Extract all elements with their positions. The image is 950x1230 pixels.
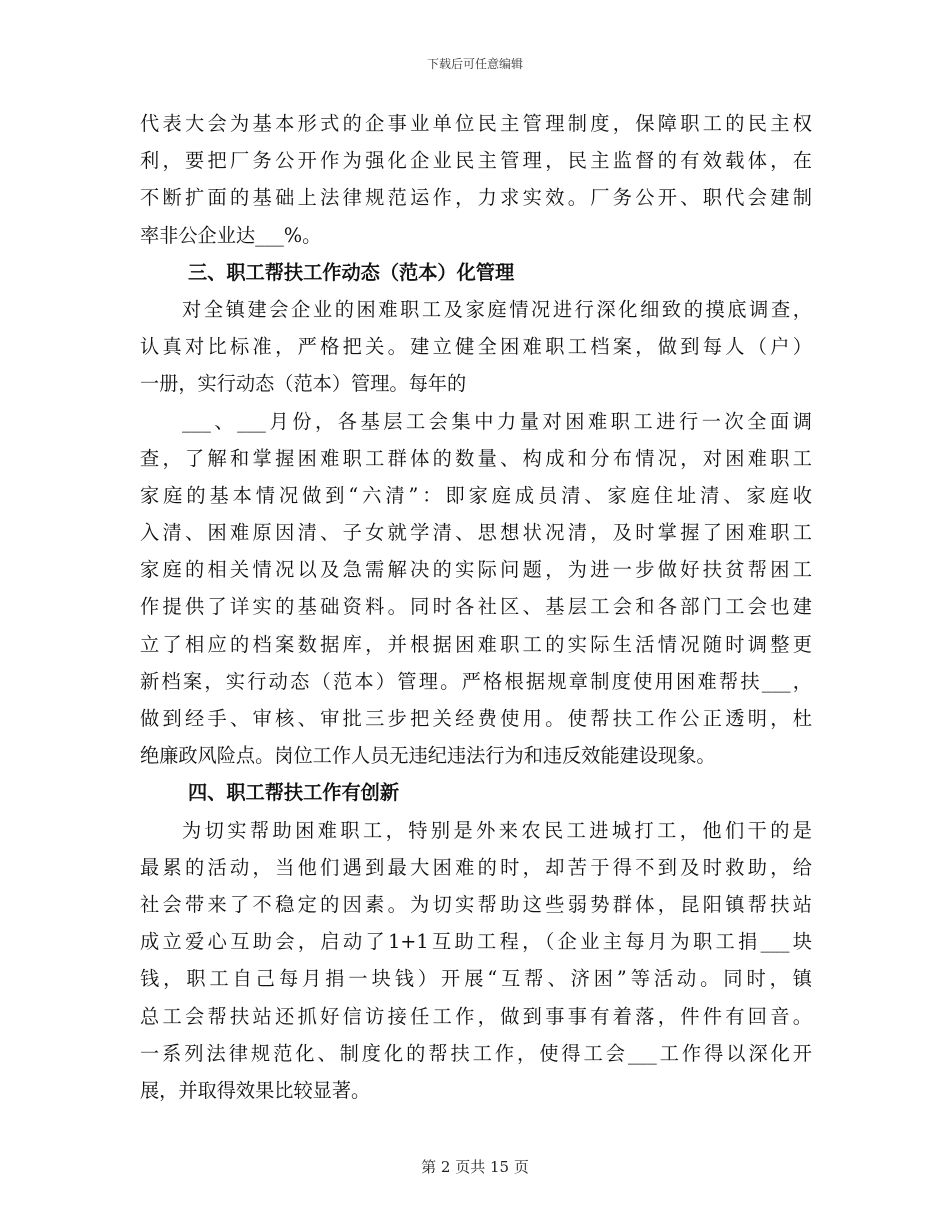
- paragraph-line: 家庭的基本情况做到“六清”：即家庭成员清、家庭住址清、家庭收: [140, 483, 812, 507]
- paragraph-line: ___、___月份，各基层工会集中力量对困难职工进行一次全面调: [182, 409, 812, 433]
- document-body: [140, 105, 812, 1109]
- paragraph-line: 代表大会为基本形式的企事业单位民主管理制度，保障职工的民主权: [140, 112, 812, 135]
- paragraph-line: 成立爱心互助会，启动了1+1互助工程，（企业主每月为职工捐___块: [140, 930, 812, 954]
- section-heading-3: 三、职工帮扶工作动态（范本）化管理: [188, 260, 515, 284]
- paragraph-line: 不断扩面的基础上法律规范运作，力求实效。厂务公开、职代会建制: [140, 186, 812, 210]
- paragraph-line: 最累的活动，当他们遇到最大困难的时，却苦于得不到及时救助，给: [140, 855, 812, 879]
- paragraph-line: 新档案，实行动态（范本）管理。严格根据规章制度使用困难帮扶___，: [140, 669, 812, 693]
- paragraph-line: 查，了解和掌握困难职工群体的数量、构成和分布情况，对困难职工: [140, 446, 812, 470]
- paragraph-line: 一系列法律规范化、制度化的帮扶工作，使得工会___工作得以深化开: [140, 1041, 812, 1065]
- paragraph-line: 一册，实行动态（范本）管理。每年的: [140, 372, 467, 396]
- paragraph-line: 社会带来了不稳定的因素。为切实帮助这些弱势群体，昆阳镇帮扶站: [140, 892, 812, 916]
- paragraph-line: 家庭的相关情况以及急需解决的实际问题，为进一步做好扶贫帮困工: [140, 558, 812, 582]
- paragraph-line: 认真对比标准，严格把关。建立健全困难职工档案，做到每人（户）: [140, 335, 812, 359]
- paragraph-line: 绝廉政风险点。岗位工作人员无违纪违法行为和违反效能建设现象。: [140, 744, 716, 768]
- paragraph-line: 总工会帮扶站还抓好信访接任工作，做到事事有着落，件件有回音。: [140, 1004, 812, 1028]
- page-footer: 第 2 页共 15 页: [421, 1158, 529, 1176]
- paragraph-line: 展，并取得效果比较显著。: [140, 1078, 371, 1102]
- section-heading-4: 四、职工帮扶工作有创新: [188, 781, 400, 805]
- paragraph-line: 率非公企业达___%。: [140, 223, 322, 247]
- paragraph-line: 做到经手、审核、审批三步把关经费使用。使帮扶工作公正透明，杜: [140, 707, 812, 730]
- paragraph-line: 对全镇建会企业的困难职工及家庭情况进行深化细致的摸底调查，: [182, 297, 812, 321]
- paragraph-line: 为切实帮助困难职工，特别是外来农民工进城打工，他们干的是: [182, 818, 812, 842]
- paragraph-line: 入清、困难原因清、子女就学清、思想状况清，及时掌握了困难职工: [140, 521, 812, 545]
- paragraph-line: 立了相应的档案数据库，并根据困难职工的实际生活情况随时调整更: [140, 632, 812, 656]
- paragraph-line: 利，要把厂务公开作为强化企业民主管理，民主监督的有效载体，在: [140, 149, 812, 173]
- paragraph-line: 钱，职工自己每月捐一块钱）开展“互帮、济困”等活动。同时，镇: [140, 967, 812, 991]
- paragraph-line: 作提供了详实的基础资料。同时各社区、基层工会和各部门工会也建: [140, 595, 812, 619]
- page-header: 下载后可任意编辑: [426, 57, 523, 71]
